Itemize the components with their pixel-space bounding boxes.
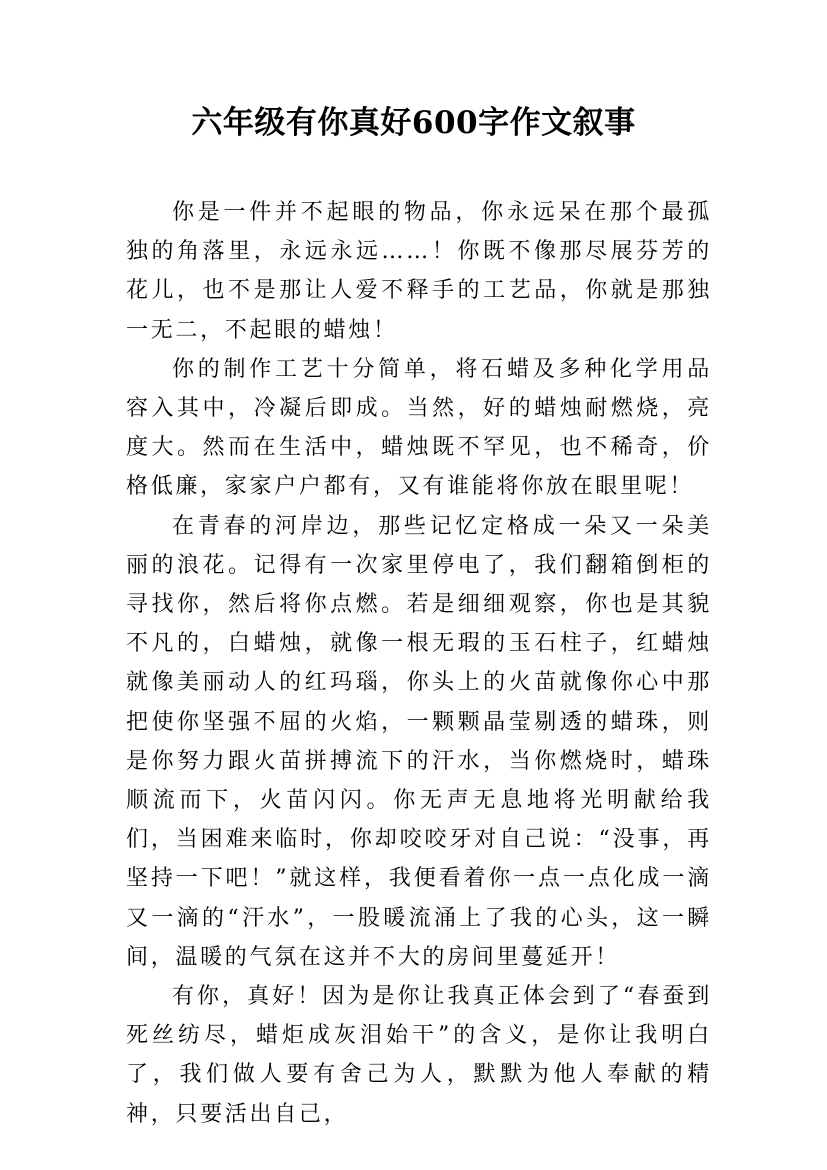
paragraph-2: 你的制作工艺十分简单，将石蜡及多种化学用品容入其中，冷凝后即成。当然，好的蜡烛耐燃烧，亮度大。然而在生活中，蜡烛既不罕见，也不稀奇，价格低廉，家家户户都有，又有谁能将你放在眼里呢！ bbox=[126, 356, 712, 500]
document-body bbox=[126, 193, 712, 1134]
document-title: 六年级有你真好600字作文叙事 bbox=[191, 105, 636, 141]
paragraph-4: 有你，真好！因为是你让我真正体会到了“春蚕到死丝纺尽，蜡炬成灰泪始干”的含义，是你让我明白了，我们做人要有舍己为人，默默为他人奉献的精神，只要活出自己， bbox=[126, 984, 712, 1127]
paragraph-3: 在青春的河岸边，那些记忆定格成一朵又一朵美丽的浪花。记得有一次家里停电了，我们翻箱倒柜的寻找你，然后将你点燃。若是细细观察，你也是其貌不凡的，白蜡烛，就像一根无瑕的玉石柱子，红蜡烛就像美丽动人的红玛瑙，你头上的火苗就像你心中那把使你坚强不屈的火焰，一颗颗晶莹剔透的蜡珠，则是你努力跟火苗拼搏流下的汗水，当你燃烧时，蜡珠顺流而下，火苗闪闪。你无声无息地将光明献给我们，当困难来临时，你却咬咬牙对自己说：“没事，再坚持一下吧！”就这样，我便看着你一点一点化成一滴又一滴的“汗水”，一股暖流涌上了我的心头，这一瞬间，温暖的气氛在这并不大的房间里蔓延开！ bbox=[126, 513, 712, 970]
paragraph-1: 你是一件并不起眼的物品，你永远呆在那个最孤独的角落里，永远永远……！你既不像那尽展芬芳的花儿，也不是那让人爱不释手的工艺品，你就是那独一无二，不起眼的蜡烛！ bbox=[126, 200, 712, 343]
